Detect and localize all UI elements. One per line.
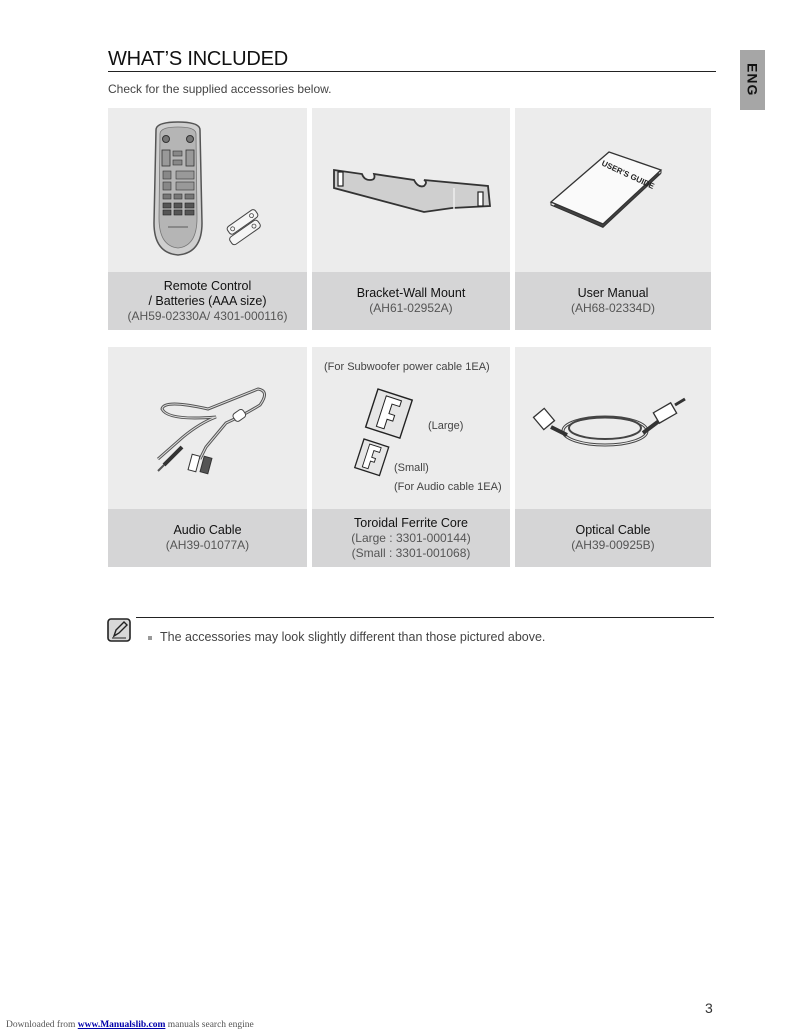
user-manual-icon bbox=[515, 108, 711, 272]
remote-control-picture bbox=[108, 108, 307, 272]
language-tab bbox=[740, 50, 765, 110]
bullet-icon bbox=[148, 636, 152, 640]
accessory-name: Bracket-Wall Mount bbox=[356, 286, 466, 300]
accessory-part-code-2: (Small : 3301-001068) bbox=[351, 545, 471, 560]
note-text-content: The accessories may look slightly different than those pictured above. bbox=[160, 630, 546, 644]
language-tab-label: ENG bbox=[744, 63, 761, 97]
ferrite-core-picture bbox=[312, 347, 510, 509]
manualslib-link[interactable]: www.Manualslib.com bbox=[77, 1020, 166, 1030]
note-divider bbox=[136, 617, 714, 618]
accessory-name: Audio Cable bbox=[173, 523, 242, 537]
footer-prefix: Downloaded from bbox=[6, 1020, 76, 1030]
footer-suffix: manuals search engine bbox=[167, 1020, 254, 1030]
ferrite-note-bottom: (For Audio cable 1EA) bbox=[394, 481, 502, 493]
wall-bracket-icon bbox=[312, 108, 510, 272]
ferrite-label-small: (Small) bbox=[394, 462, 429, 474]
intro-text: Check for the supplied accessories below. bbox=[108, 82, 332, 96]
accessory-part-code: (AH39-01077A) bbox=[165, 538, 250, 552]
title-divider bbox=[108, 71, 716, 72]
ferrite-label-large: (Large) bbox=[428, 420, 464, 432]
note-pencil-icon bbox=[107, 618, 131, 642]
accessory-part-code: (Large : 3301-000144) bbox=[351, 530, 471, 545]
accessory-part-code: (AH39-00925B) bbox=[571, 538, 655, 552]
accessory-optical-cable bbox=[515, 347, 711, 567]
accessories-row-1 bbox=[108, 108, 711, 330]
audio-cable-picture bbox=[108, 347, 307, 509]
accessory-user-manual bbox=[515, 108, 711, 330]
optical-cable-picture bbox=[515, 347, 711, 509]
accessory-caption bbox=[108, 509, 307, 567]
accessory-name: Optical Cable bbox=[575, 523, 651, 537]
accessory-ferrite-core bbox=[312, 347, 510, 567]
wall-bracket-picture bbox=[312, 108, 510, 272]
accessory-audio-cable bbox=[108, 347, 307, 567]
footer bbox=[6, 1020, 254, 1030]
page-number: 3 bbox=[705, 1000, 713, 1016]
audio-cable-icon bbox=[108, 347, 307, 509]
remote-control-icon bbox=[108, 108, 307, 272]
accessory-caption bbox=[108, 272, 307, 330]
accessory-caption bbox=[312, 509, 510, 567]
ferrite-note-top: (For Subwoofer power cable 1EA) bbox=[324, 361, 490, 373]
note-text bbox=[148, 630, 545, 644]
accessory-name: Toroidal Ferrite Core bbox=[354, 515, 468, 530]
battery-icon bbox=[223, 208, 265, 245]
accessory-name-line2: / Batteries (AAA size) bbox=[148, 293, 267, 308]
accessories-row-2 bbox=[108, 347, 711, 567]
svg-text:USER'S GUIDE: USER'S GUIDE bbox=[600, 158, 656, 191]
accessory-remote-control bbox=[108, 108, 307, 330]
accessory-wall-bracket bbox=[312, 108, 510, 330]
accessory-caption bbox=[515, 272, 711, 330]
accessory-part-code: (AH61-02952A) bbox=[369, 301, 453, 315]
accessory-caption bbox=[515, 509, 711, 567]
optical-cable-icon bbox=[515, 347, 711, 509]
page-title: WHAT’S INCLUDED bbox=[108, 48, 288, 70]
accessory-part-code: (AH68-02334D) bbox=[570, 301, 656, 315]
accessory-caption bbox=[312, 272, 510, 330]
accessory-name: User Manual bbox=[577, 286, 649, 300]
accessory-name: Remote Control bbox=[163, 278, 252, 293]
user-manual-picture bbox=[515, 108, 711, 272]
accessory-part-code: (AH59-02330A/ 4301-000116) bbox=[127, 308, 288, 323]
